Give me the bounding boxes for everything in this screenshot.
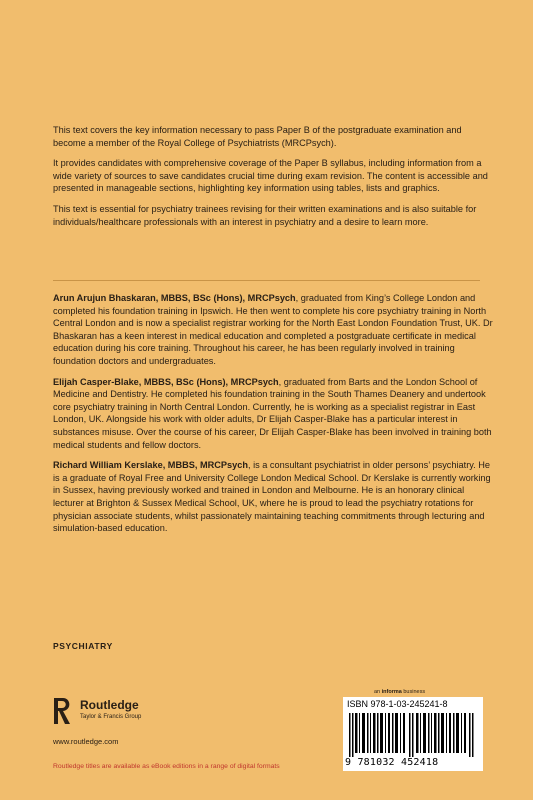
publisher-website[interactable]: www.routledge.com bbox=[53, 737, 119, 746]
author-bio-casper-blake bbox=[53, 376, 493, 452]
author-bio-text: , is a consultant psychiatrist in older persons’ psychiatry. He is a graduate of Royal Free and University College London Medical School. Dr Kerslake is currently working in Sussex, having previously worked and trained in London and Melbourne. He is an honorary clinical lecturer at Brighton & Sussex Medical School, UK, where he is proud to lead the psychiatry rotations for physician associate students, whilst passionately maintaining teaching commitments through lecturing and simulation-based education. bbox=[53, 460, 491, 534]
blurb bbox=[53, 124, 493, 236]
author-bio-text: , graduated from Barts and the London School of Medicine and Dentistry. He completed his foundation training in the South Thames Deanery and undertook core psychiatry training in North Central London. Currently, he is working as a specialist registrar in East London, UK. Alongside his work with older adults, Dr Elijah Casper-Blake has a particular interest in substances misuse. Over the course of his career, Dr Elijah Casper-Blake has been involved in training both medical students and fellow doctors. bbox=[53, 376, 492, 450]
section-divider bbox=[53, 280, 480, 281]
subject-category: PSYCHIATRY bbox=[53, 641, 113, 651]
author-bio-bhaskaran bbox=[53, 292, 493, 368]
ebook-note: Routledge titles are available as eBook editions in a range of digital formats bbox=[53, 763, 280, 770]
informa-business-tag bbox=[374, 689, 425, 695]
isbn-barcode bbox=[343, 697, 483, 771]
author-bio-kerslake bbox=[53, 459, 493, 535]
blurb-paragraph-2: It provides candidates with comprehensive coverage of the Paper B syllabus, including information from a wide variety of sources to save candidates crucial time during exam revision. The content is accessible and presented in manageable sections, highlighting key information using tables, lists and graphics. bbox=[53, 158, 488, 194]
author-name: Elijah Casper-Blake, MBBS, BSc (Hons), MRCPsych bbox=[53, 376, 279, 387]
barcode-bars-icon bbox=[349, 713, 477, 757]
publisher-group: Taylor & Francis Group bbox=[80, 714, 142, 720]
business-prefix: an bbox=[374, 689, 382, 695]
author-bios bbox=[53, 292, 493, 543]
author-bio-text: , graduated from King’s College London and completed his foundation training in Ipswich. He then went to complete his core psychiatry training in North Central London and is now a specialist registrar working for the North East London Foundation Trust, UK. Dr Bhaskaran has a keen interest in medical education and completed a postgraduate certificate in medical education during his core training. Throughout his career, he has been regularly involved in training foundation doctors and undergraduates. bbox=[53, 293, 493, 366]
business-suffix: business bbox=[401, 689, 426, 695]
author-name: Richard William Kerslake, MBBS, MRCPsych bbox=[53, 460, 248, 471]
barcode-number: 9 781032 452418 bbox=[345, 757, 439, 768]
routledge-logo-icon bbox=[53, 697, 75, 725]
author-name: Arun Arujun Bhaskaran, MBBS, BSc (Hons), MRCPsych bbox=[53, 293, 296, 303]
publisher-name: Routledge bbox=[80, 698, 139, 712]
isbn-label: ISBN 978-1-03-245241-8 bbox=[347, 699, 448, 709]
blurb-paragraph-1: This text covers the key information necessary to pass Paper B of the postgraduate examination and become a member of the Royal College of Psychiatrists (MRCPsych). bbox=[53, 125, 462, 148]
business-brand: informa bbox=[381, 689, 402, 695]
blurb-paragraph-3: This text is essential for psychiatry trainees revising for their written examinations and is also suitable for individuals/healthcare professionals with an interest in psychiatry and a desire to learn more. bbox=[53, 203, 477, 227]
